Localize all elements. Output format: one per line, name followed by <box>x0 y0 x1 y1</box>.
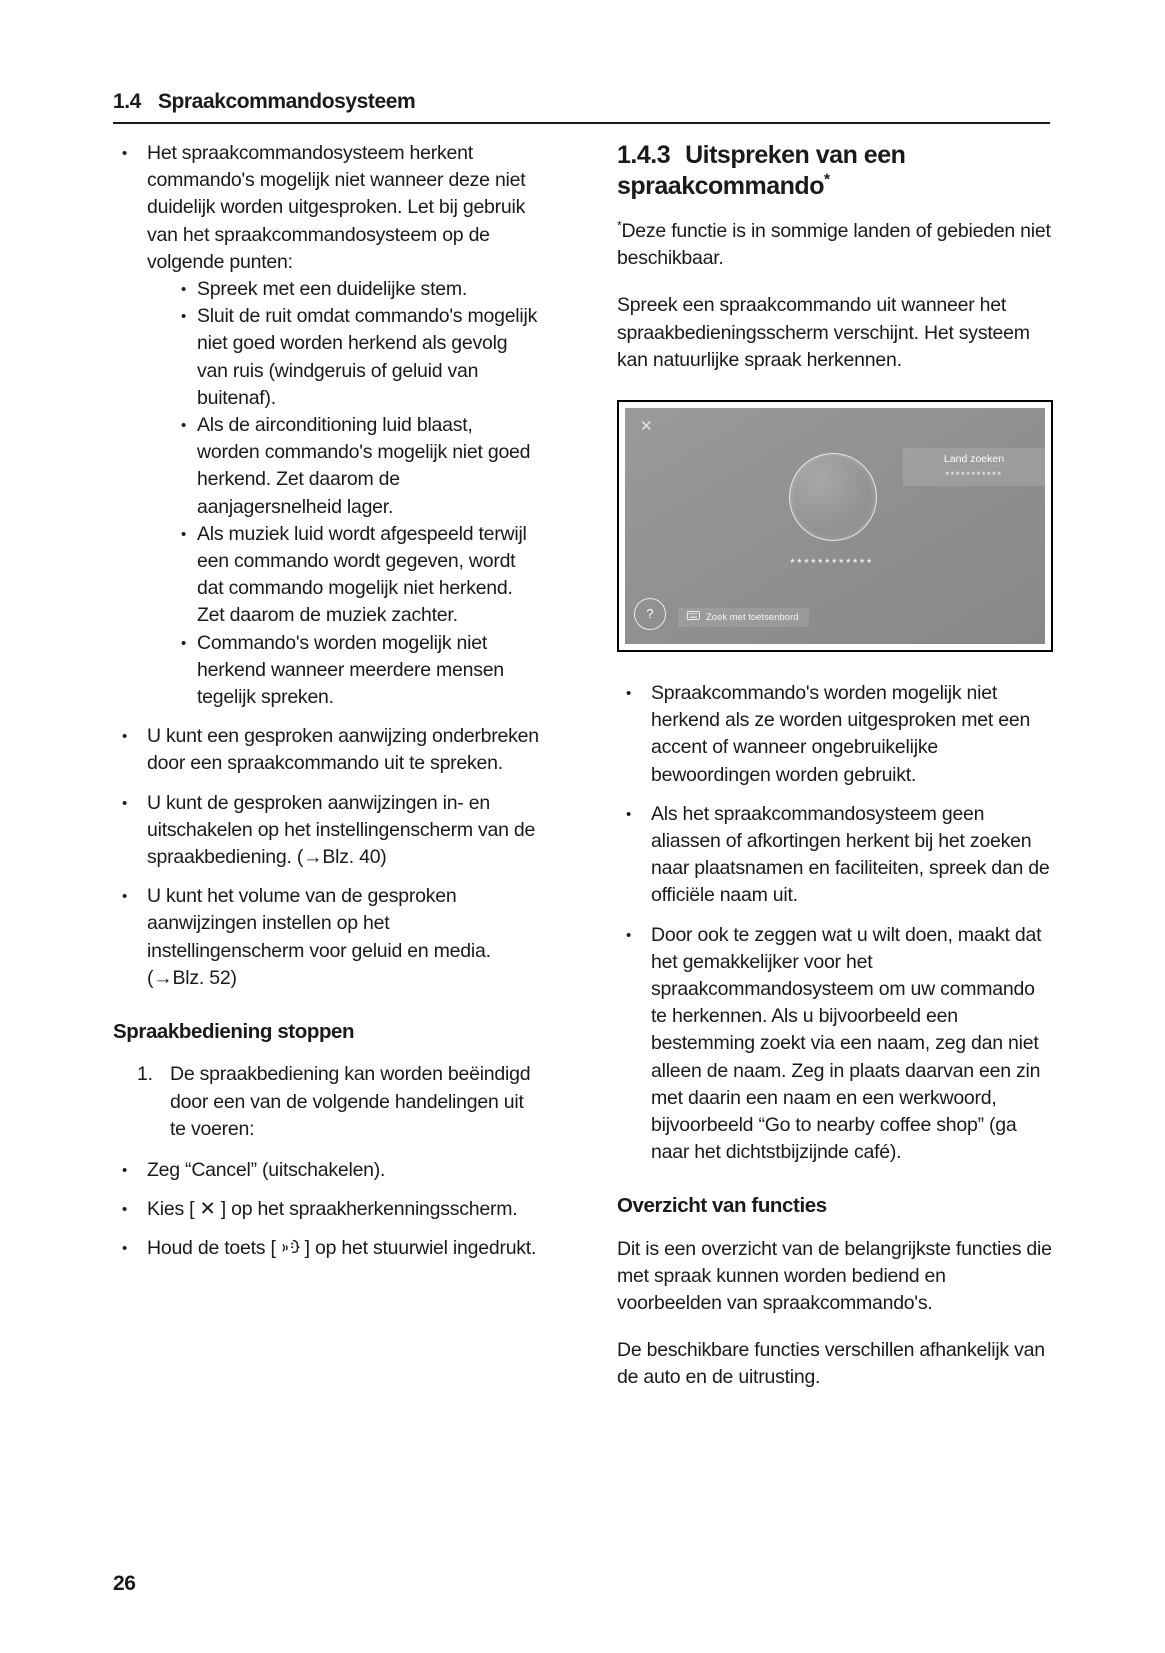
voice-screen-figure <box>617 400 1053 652</box>
step-text: De spraakbediening kan worden beëindigd door een van de volgende handelingen uit te voeren: <box>170 1063 531 1140</box>
subsection-title: Uitspreken van een spraakcommando <box>617 141 906 200</box>
footnote-marker: * <box>617 218 622 233</box>
list-item: • Zeg “Cancel” (uitschakelen). <box>113 1157 539 1184</box>
help-icon: ? <box>634 598 666 630</box>
subsection-number: 1.4.3 <box>617 141 671 169</box>
voice-orb <box>789 453 877 541</box>
voice-command-icon <box>280 1237 301 1264</box>
section-header <box>113 90 415 114</box>
keyboard-button-label: Zoek met toetsenbord <box>706 611 799 623</box>
bullet-text-suffix: ] op het stuurwiel ingedrukt. <box>304 1237 537 1260</box>
notes-bullet-list <box>113 140 539 992</box>
list-item: • Door ook te zeggen wat u wilt doen, maakt dat het gemakkelijker voor het spraakcommandosysteem om uw commando te herkennen. Als u bijvoorbeeld een bestemming zoekt via een naam, zeg dan niet alleen de naam. Zeg in plaats daarvan een zin met daarin een naam en een werkwoord, bijvoorbeeld “Go to nearby coffee shop” (ga naar het dichtstbijzijnde café). <box>617 922 1053 1167</box>
stop-voice-control-heading: Spraakbediening stoppen <box>113 1020 355 1044</box>
footnote-marker: * <box>823 171 830 189</box>
list-item <box>113 140 539 711</box>
function-overview-heading: Overzicht van functies <box>617 1194 827 1218</box>
overview-paragraph-2: De beschikbare functies verschillen afhankelijk van de auto en de uitrusting. <box>617 1339 1045 1389</box>
step-item <box>113 1061 539 1143</box>
list-item <box>113 1235 539 1264</box>
intro-paragraph: Spreek een spraakcommando uit wanneer het spraakbedieningsscherm verschijnt. Het systeem kan natuurlijke spraak herkennen. <box>617 294 1030 371</box>
list-item: • Als de airconditioning luid blaast, worden commando's mogelijk niet goed herkend. Zet daarom de aanjagersnelheid lager. <box>172 412 539 521</box>
stop-options-list <box>113 1157 539 1265</box>
bullet-text: Het spraakcommandosysteem herkent commando's mogelijk niet wanneer deze niet duidelijk worden uitgesproken. Let bij gebruik van het spraakcommandosysteem op de volgende punten: <box>147 142 526 273</box>
header-divider <box>113 122 1050 124</box>
overview-paragraph-1: Dit is een overzicht van de belangrijkste functies die met spraak kunnen worden bediend en voorbeelden van spraakcommando's. <box>617 1237 1052 1315</box>
subsection-heading <box>617 140 1053 202</box>
list-item: • Commando's worden mogelijk niet herkend wanneer meerdere mensen tegelijk spreken. <box>172 630 539 712</box>
section-title: Spraakcommandosysteem <box>157 90 416 113</box>
search-box-label: Land zoeken <box>943 453 1005 466</box>
list-item: • Spreek met een duidelijke stem. <box>172 276 539 303</box>
close-icon: ✕ <box>640 418 653 436</box>
list-item: • U kunt een gesproken aanwijzing onderbreken door een spraakcommando uit te spreken. <box>113 723 539 777</box>
list-item: • U kunt het volume van de gesproken aanwijzingen instellen op het instellingenscherm voor geluid en media. (→Blz. 52) <box>113 883 539 992</box>
nested-bullet-list <box>172 276 539 711</box>
list-item: • U kunt de gesproken aanwijzingen in- en uitschakelen op het instellingenscherm van de spraakbediening. (→Blz. 40) <box>113 790 539 872</box>
list-item: • Sluit de ruit omdat commando's mogelijk niet goed worden herkend als gevolg van ruis (windgeruis of geluid van buitenaf). <box>172 303 539 412</box>
keyboard-search-button <box>678 608 809 627</box>
footnote-paragraph <box>617 218 1053 272</box>
list-item: • Kies [ ✕ ] op het spraakherkenningsscherm. <box>113 1196 539 1223</box>
search-box-value: *********** <box>945 470 1003 482</box>
step-number: 1. <box>137 1063 153 1086</box>
page-number: 26 <box>113 1572 136 1595</box>
voice-recognition-screen <box>625 408 1045 644</box>
country-search-box <box>903 448 1045 486</box>
section-number: 1.4 <box>113 90 141 113</box>
footnote-text: Deze functie is in sommige landen of gebieden niet beschikbaar. <box>617 220 1051 270</box>
bullet-text-prefix: Houd de toets [ <box>147 1237 276 1260</box>
list-item: • Als muziek luid wordt afgespeeld terwijl een commando wordt gegeven, wordt dat commando mogelijk niet herkend. Zet daarom de muziek zachter. <box>172 521 539 630</box>
recognized-speech-text: ************ <box>790 558 874 571</box>
list-item: • Spraakcommando's worden mogelijk niet herkend als ze worden uitgesproken met een accent of wanneer ongebruikelijke bewoordingen worden gebruikt. <box>617 680 1053 789</box>
right-column <box>617 140 1053 1412</box>
keyboard-icon <box>687 604 700 631</box>
numbered-steps <box>113 1061 539 1143</box>
tips-bullet-list <box>617 680 1053 1166</box>
left-column <box>113 140 539 1277</box>
list-item: • Als het spraakcommandosysteem geen aliassen of afkortingen herkent bij het zoeken naar plaatsnamen en faciliteiten, spreek dan de officiële naam uit. <box>617 801 1053 910</box>
